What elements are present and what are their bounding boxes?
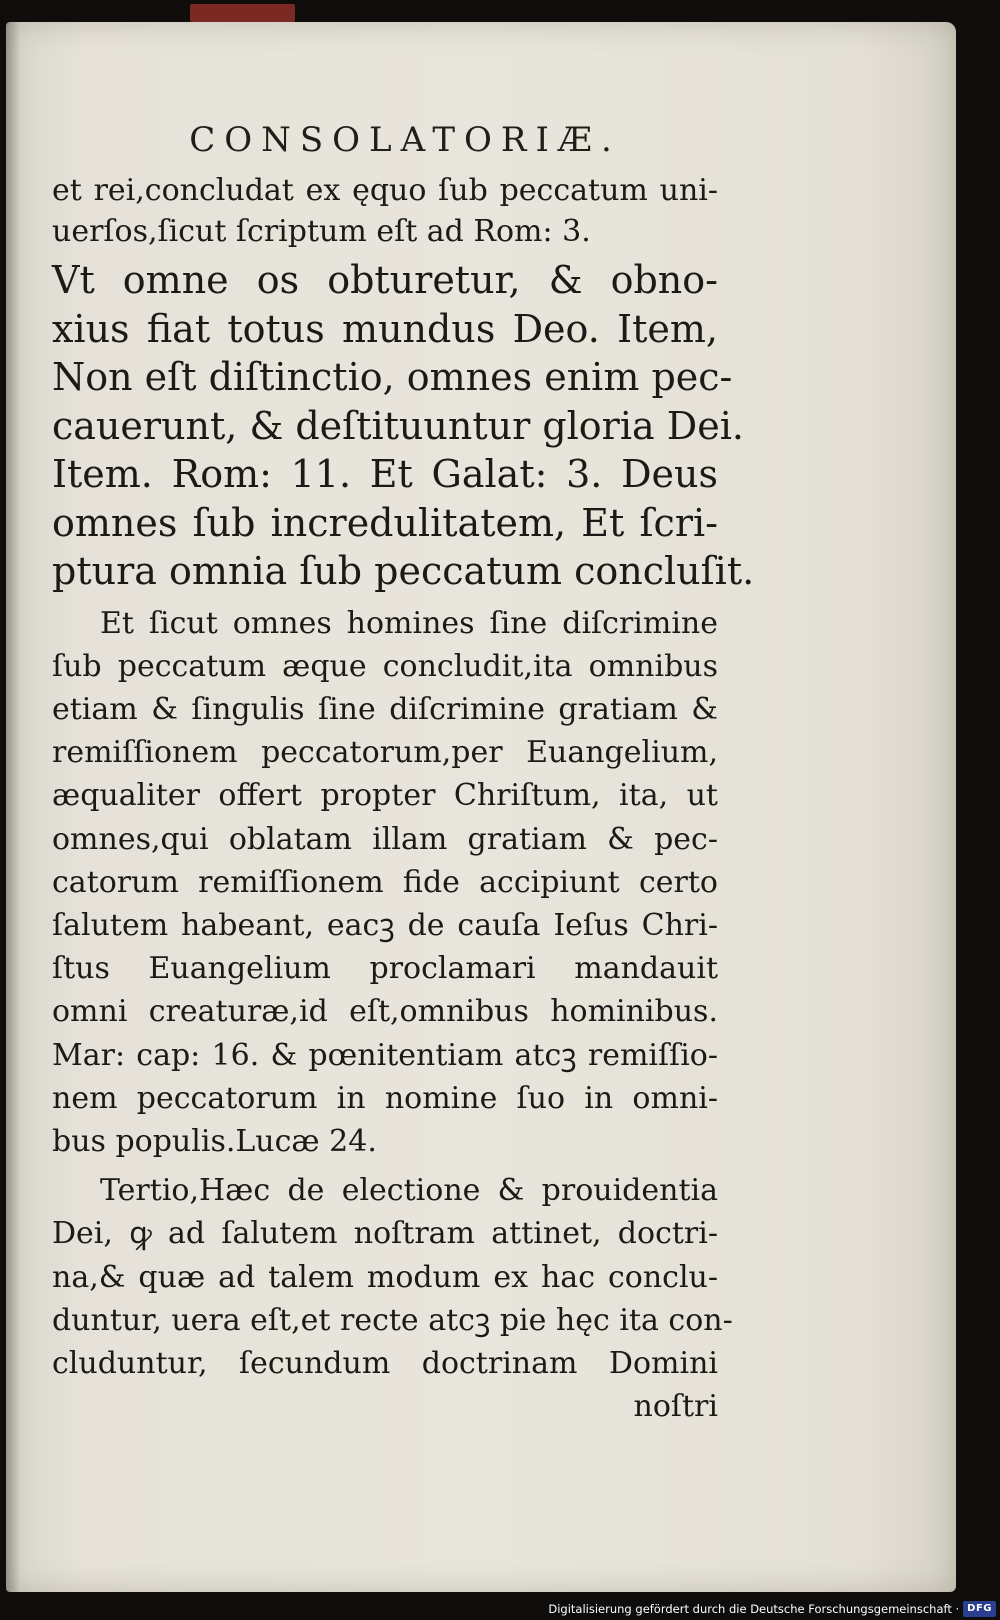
quote-line: xius fiat totus mundus Deo. Item, xyxy=(52,306,718,351)
quote-line: Non eſt diſtinctio, omnes enim pec- xyxy=(52,355,733,399)
text-line: bus populis.Lucæ 24. xyxy=(52,1123,377,1159)
text-line: na,& quæ ad talem modum ex hac conclu- xyxy=(52,1259,718,1295)
paragraph-2 xyxy=(52,1169,733,1385)
running-head: CONSOLATORIÆ. xyxy=(189,120,621,160)
text-line: ſalutem habeant, eacꝫ de cauſa Ieſus Chri- xyxy=(52,907,718,943)
text-line: ſub peccatum æque concludit,ita omnibus xyxy=(52,648,718,684)
text-line: catorum remiſſionem fide accipiunt certo xyxy=(52,864,718,900)
text-line: uerſos,ſicut ſcriptum eſt ad Rom: 3. xyxy=(52,214,591,249)
text-line: duntur, uera eſt,et recte atcꝫ pie hęc ita con- xyxy=(52,1302,733,1338)
text-line: etiam & ſingulis ſine diſcrimine gratiam & xyxy=(52,691,718,727)
bookmark-tab xyxy=(190,4,295,22)
catchword: noſtri xyxy=(633,1389,718,1425)
intro-block xyxy=(52,170,718,252)
text-line: Mar: cap: 16. & pœnitentiam atcꝫ remiſſio- xyxy=(52,1037,718,1073)
text-line: æqualiter offert propter Chriſtum, ita, ut xyxy=(52,778,718,814)
text-line: Et ſicut omnes homines ſine diſcrimine xyxy=(100,605,718,641)
text-line: omni creaturæ,id eſt,omnibus hominibus. xyxy=(52,994,718,1030)
quote-line: Item. Rom: 11. Et Galat: 3. Deus xyxy=(52,452,718,496)
text-line: remiſſionem peccatorum,per Euangelium, xyxy=(52,735,718,771)
scripture-quote xyxy=(52,256,755,596)
spine-shadow xyxy=(6,22,20,1592)
text-line: Tertio,Hæc de electione & prouidentia xyxy=(100,1173,718,1209)
text-line: omnes,qui oblatam illam gratiam & pec- xyxy=(52,821,718,857)
quote-line: Vt omne os obturetur, & obno- xyxy=(52,258,718,302)
quote-line: ptura omnia ſub peccatum concluſit. xyxy=(52,549,755,593)
text-line: cluduntur, ſecundum doctrinam Domini xyxy=(52,1345,718,1381)
text-line: Dei, ꝙ ad ſalutem noſtram attinet, doctri- xyxy=(52,1216,718,1252)
quote-line: omnes ſub incredulitatem, Et ſcri- xyxy=(52,500,718,545)
text-line: ſtus Euangelium proclamari mandauit xyxy=(52,951,718,987)
credit-text: Digitalisierung gefördert durch die Deutsche Forschungsgemeinschaft · xyxy=(548,1602,960,1616)
text-line: nem peccatorum in nomine ſuo in omni- xyxy=(52,1080,718,1116)
page-text xyxy=(52,112,755,1428)
dfg-logo-icon: DFG xyxy=(963,1601,996,1617)
quote-line: cauerunt, & deſtituuntur gloria Dei. xyxy=(52,403,744,448)
text-line: et rei,concludat ex ęquo ſub peccatum uni- xyxy=(52,173,718,208)
paragraph-1 xyxy=(52,602,718,1164)
digitization-credit xyxy=(548,1601,996,1617)
